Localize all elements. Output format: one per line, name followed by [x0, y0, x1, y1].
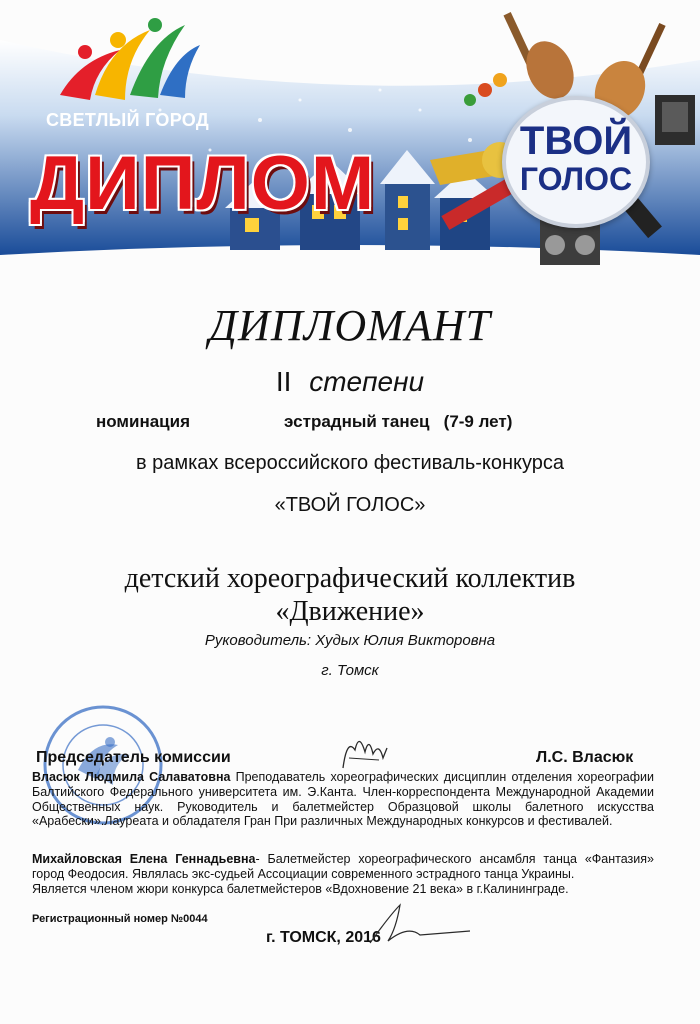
participant-type: детский хореографический коллектив: [124, 563, 576, 594]
chairman-label: Председатель комиссии: [36, 749, 231, 766]
award-title: ДИПЛОМАНТ: [209, 301, 491, 350]
degree-word: степени: [309, 366, 425, 397]
diploma-title: ДИПЛОМ: [30, 141, 376, 226]
registration-number: Регистрационный номер №0044: [32, 913, 208, 925]
badge-line-2: ГОЛОС: [519, 161, 633, 197]
degree-number: II: [275, 366, 292, 397]
leader-line: [0, 632, 700, 649]
chairman-signature: [335, 728, 395, 776]
participant-city: г. Томск: [321, 662, 379, 679]
jury-member-1-name: Власюк Людмила Салаватовна: [32, 770, 231, 784]
nomination-label: номинация: [96, 412, 190, 431]
jury-member-2-name: Михайловская Елена Геннадьевна: [32, 852, 256, 866]
brand-name: СВЕТЛЫЙ ГОРОД: [46, 110, 209, 130]
jury-member-2-extra: Является членом жюри конкурса балетмейстеров «Вдохновение 21 века» в г.Калининграде.: [32, 882, 569, 896]
festival-intro: в рамках всероссийского фестиваль-конкурса: [135, 452, 565, 474]
festival-name: «ТВОЙ ГОЛОС»: [274, 494, 426, 516]
chairman-name: Л.С. Власюк: [536, 749, 634, 766]
footer-signature: [360, 895, 480, 955]
leader-name: Худых Юлия Викторовна: [315, 632, 496, 649]
place-and-year: г. ТОМСК, 2016: [266, 929, 381, 946]
header-banner: [0, 0, 700, 270]
jury-member-1: [32, 770, 654, 829]
jury-member-1-bio: Преподаватель хореографических дисциплин отделения хореографии Балтийского Федерального университета им. Э.Канта. Член-корреспондента Международной Академии Общественных наук. Руководитель и балетмейстер Образцовой школы балетного искусства «Арабески».Лауреата и обладателя Гран При различных Международных конкурсов и фестивалей.: [32, 770, 654, 829]
tvoy-golos-badge: [502, 96, 650, 228]
badge-line-1: ТВОЙ: [519, 119, 633, 163]
jury-member-2: [32, 852, 654, 882]
jury-member-2-bio: - Балетмейстер хореографического ансамбля танца «Фантазия» город Феодосия. Являлась экс-судьей Ассоциации современного эстрадного танца Украины.: [32, 852, 654, 881]
nomination-value: эстрадный танец (7-9 лет): [284, 412, 513, 431]
participant-name: «Движение»: [275, 596, 425, 627]
award-degree: [0, 366, 700, 398]
leader-label: Руководитель:: [204, 632, 312, 649]
